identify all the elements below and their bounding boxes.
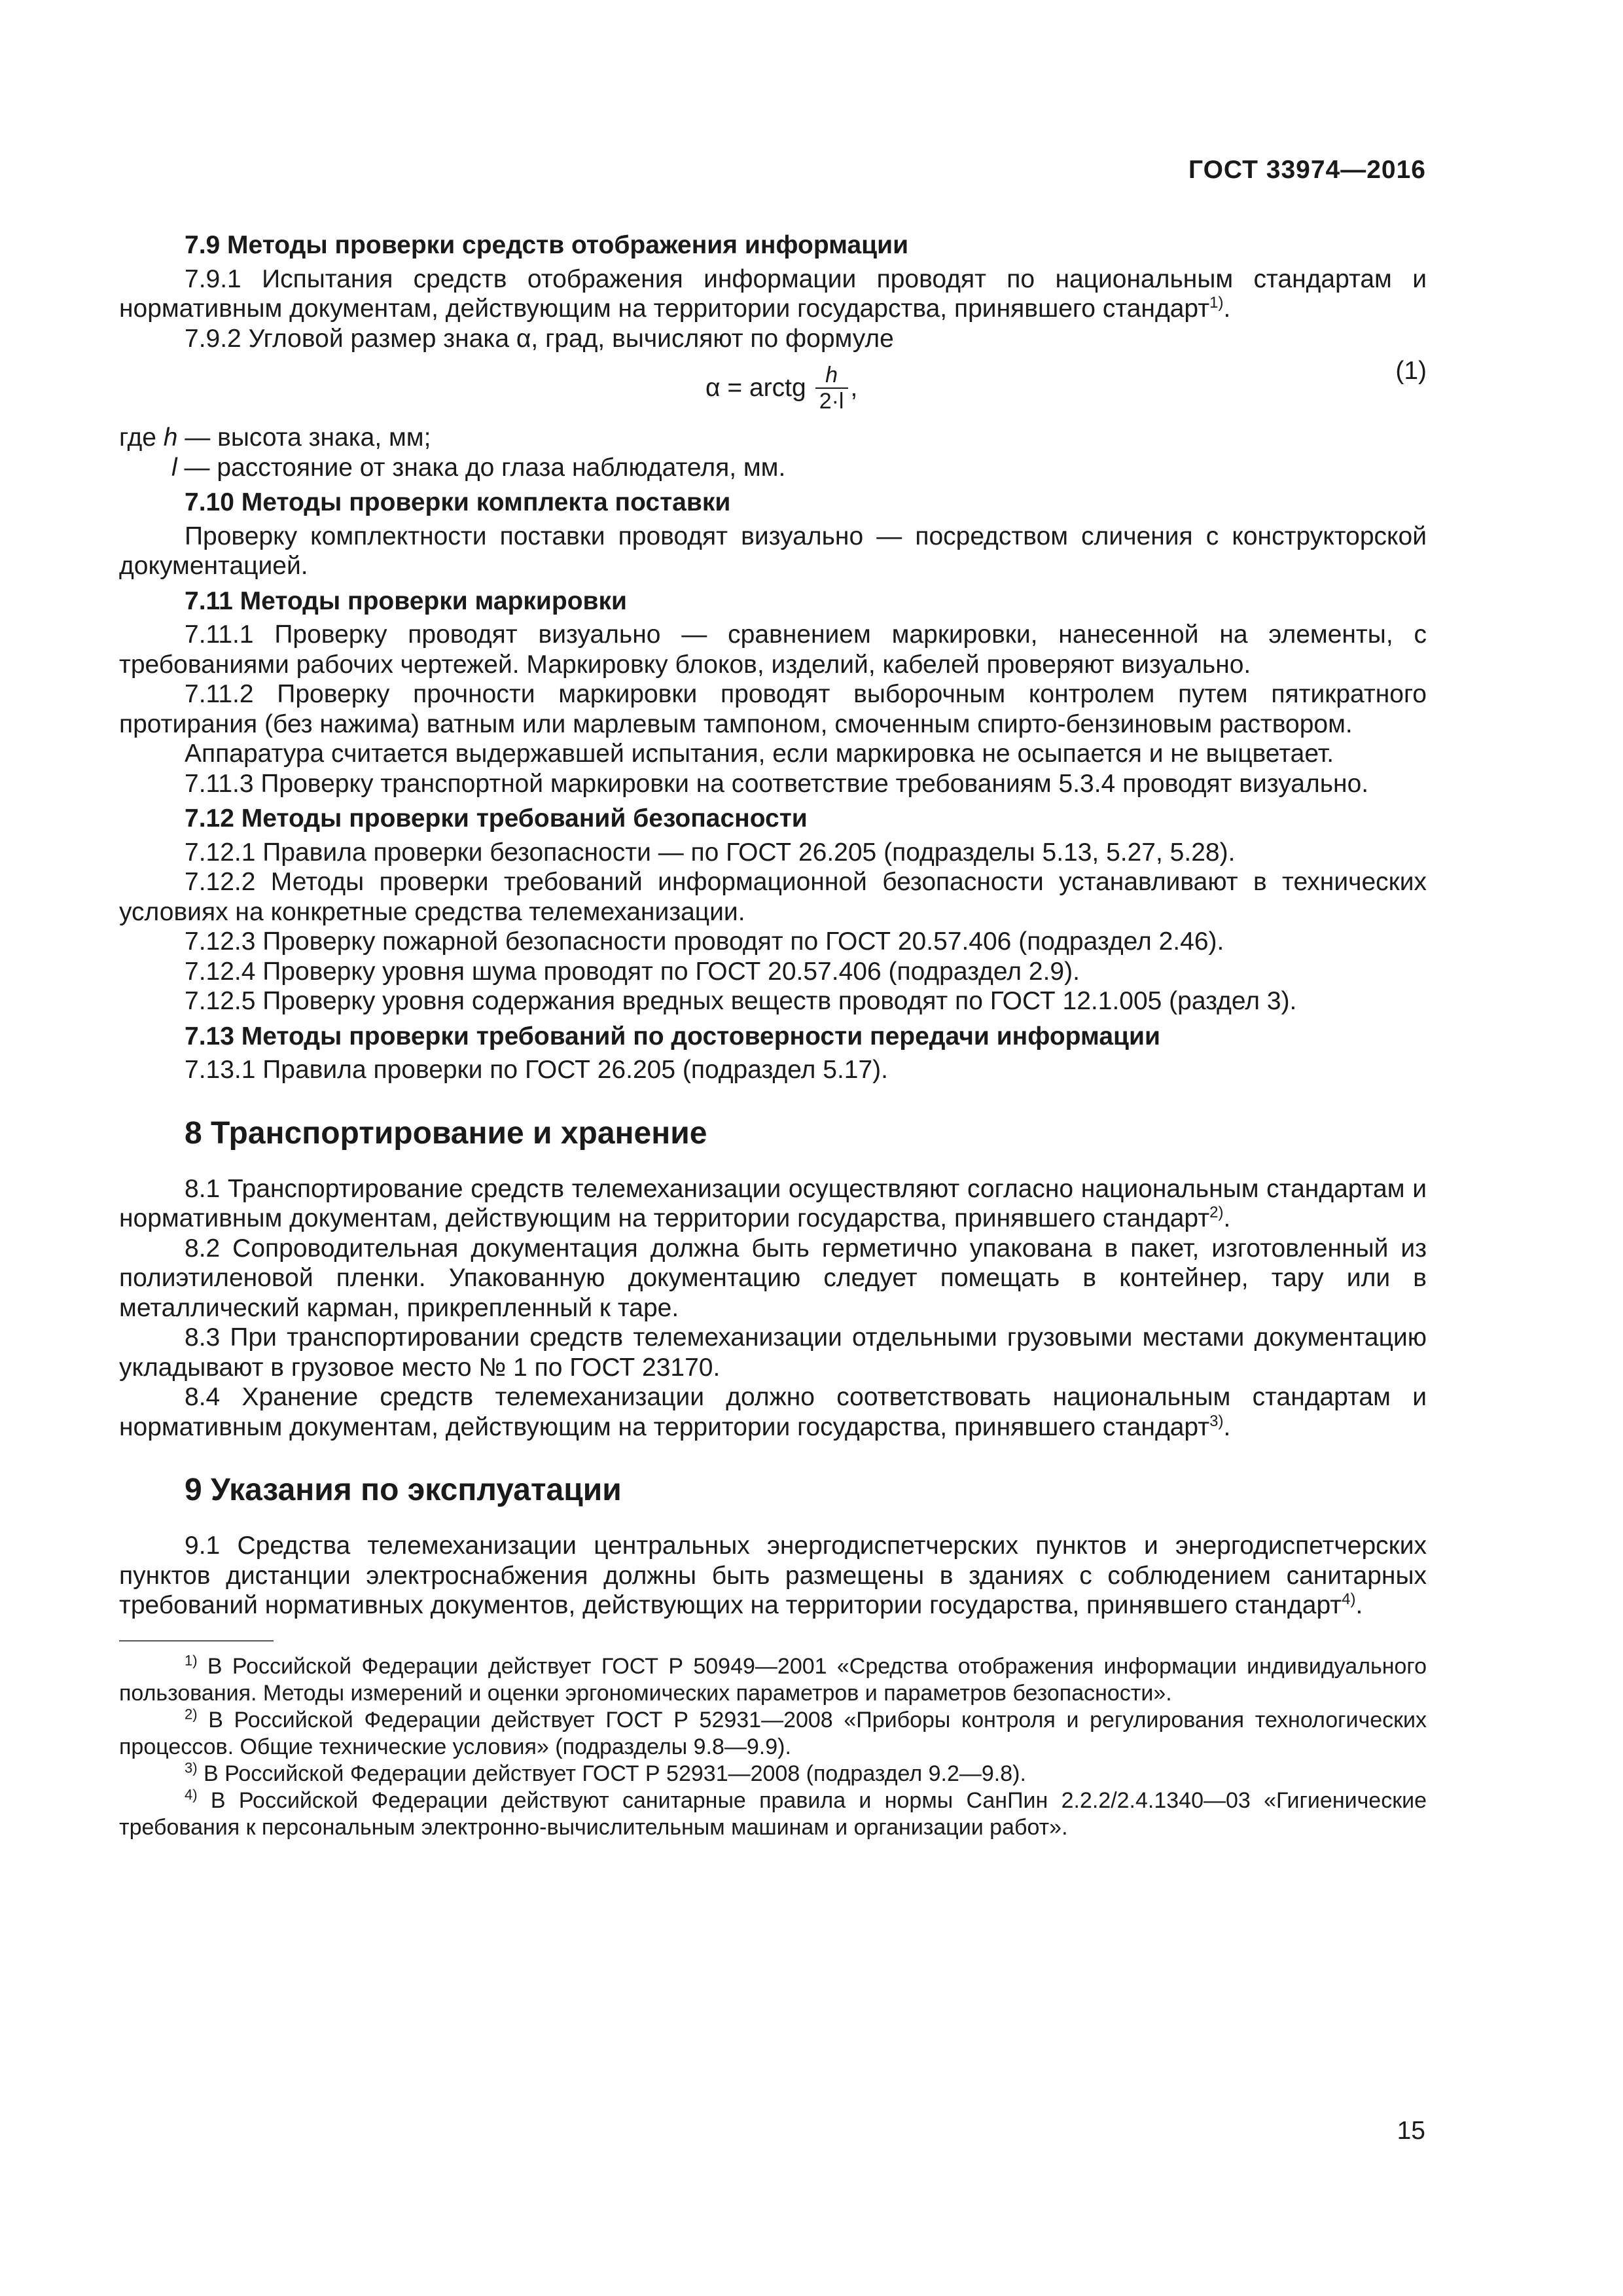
footnote-ref-3: 3) (1209, 1412, 1224, 1430)
formula-number: (1) (1395, 357, 1427, 385)
legend-var-h: h (163, 423, 178, 452)
paragraph-7-10: Проверку комплектности поставки проводят визуально — посредством сличения с конструкторской документацией. (119, 522, 1427, 580)
footnote-ref-2: 2) (1209, 1204, 1224, 1221)
chapter-8-title: 8 Транспортирование и хранение (185, 1115, 707, 1151)
footnote-mark: 2) (185, 1706, 198, 1723)
paragraph-7-12-5: 7.12.5 Проверку уровня содержания вредных веществ проводят по ГОСТ 12.1.005 (раздел 3). (185, 987, 1297, 1015)
paragraph-8-1-end: . (1223, 1204, 1231, 1232)
section-7-13-title: 7.13 Методы проверки требований по достоверности передачи информации (185, 1022, 1160, 1050)
page-number: 15 (1397, 2117, 1425, 2145)
formula-tail: , (850, 374, 858, 403)
footnote-mark: 1) (185, 1652, 198, 1669)
paragraph-9-1-end: . (1355, 1591, 1363, 1619)
formula-1 (119, 356, 1427, 419)
paragraph-7-11-3: 7.11.3 Проверку транспортной маркировки на соответствие требованиям 5.3.4 проводят визуально. (185, 769, 1369, 798)
formula-lhs: α = arctg (705, 374, 806, 403)
paragraph-7-12-2: 7.12.2 Методы проверки требований информационной безопасности устанавливают в технических условиях на конкретные средства телемеханизации. (119, 868, 1427, 926)
footnote-mark: 3) (185, 1759, 198, 1776)
chapter-9-title: 9 Указания по эксплуатации (185, 1473, 622, 1507)
footnote-1 (119, 1653, 1427, 1707)
paragraph-7-11-1: 7.11.1 Проверку проводят визуально — сравнением маркировки, нанесенной на элементы, с требованиями рабочих чертежей. Маркировку блоков, изделий, кабелей проверяют визуально. (119, 620, 1427, 679)
paragraph-7-9-1 (119, 264, 1427, 324)
footnote-2 (119, 1707, 1427, 1761)
paragraph-8-1-text: 8.1 Транспортирование средств телемеханизации осуществляют согласно национальным стандартам и нормативным документам, действующим на территории государства, принявшего стандарт (119, 1174, 1427, 1232)
footnote-text: В Российской Федерации действуют санитарные правила и нормы СанПин 2.2.2/2.4.1340—03 «Гигиенические требования к персональным электронно-вычислительным машинам и организации работ». (119, 1787, 1427, 1840)
section-7-10-title: 7.10 Методы проверки комплекта поставки (185, 488, 731, 516)
paragraph-8-3: 8.3 При транспортировании средств телемеханизации отдельными грузовыми местами документацию укладывают в грузовое место № 1 по ГОСТ 23170. (119, 1323, 1427, 1382)
paragraph-8-1 (119, 1174, 1427, 1234)
footnote-text: В Российской Федерации действует ГОСТ Р 52931—2008 «Приборы контроля и регулирования технологических процессов. Общие технические условия» (подразделы 9.8—9.9). (119, 1707, 1427, 1759)
section-7-12-title: 7.12 Методы проверки требований безопасности (185, 804, 808, 833)
section-7-9-title: 7.9 Методы проверки средств отображения информации (185, 231, 909, 259)
legend-desc-l: — расстояние от знака до глаза наблюдателя, мм. (177, 453, 786, 482)
legend-prefix: где (119, 423, 164, 452)
document-header-id: ГОСТ 33974—2016 (1188, 156, 1426, 184)
formula-denominator: 2·l (815, 387, 848, 414)
footnote-3 (119, 1761, 1427, 1787)
formula-legend-l (171, 453, 1427, 483)
paragraph-7-13-1: 7.13.1 Правила проверки по ГОСТ 26.205 (подраздел 5.17). (185, 1056, 888, 1084)
footnote-ref-1: 1) (1209, 294, 1224, 312)
paragraph-7-9-1-text: 7.9.1 Испытания средств отображения информации проводят по национальным стандартам и нормативным документам, действующим на территории государства, принявшего стандарт (119, 264, 1427, 323)
formula-numerator: h (825, 363, 838, 387)
formula-legend-h (119, 423, 1427, 453)
paragraph-7-12-1: 7.12.1 Правила проверки безопасности — по ГОСТ 26.205 (подразделы 5.13, 5.27, 5.28). (185, 838, 1236, 867)
paragraph-9-1-text: 9.1 Средства телемеханизации центральных энергодиспетчерских пунктов и энергодиспетчерских пунктов дистанции электроснабжения должны быть размещены в зданиях с соблюдением санитарных требований нормативных документов, действующих на территории государства, принявшего стандарт (119, 1532, 1427, 1619)
paragraph-8-4 (119, 1382, 1427, 1442)
paragraph-9-1 (119, 1531, 1427, 1621)
formula-expression (705, 363, 857, 414)
paragraph-7-9-1-end: . (1223, 295, 1231, 323)
footnote-mark: 4) (185, 1786, 198, 1803)
paragraph-8-2: 8.2 Сопроводительная документация должна быть герметично упакована в пакет, изготовленный из полиэтиленовой пленки. Упакованную документацию следует помещать в контейнер, тару или в металлический карман, прикрепленный к таре. (119, 1234, 1427, 1322)
footnote-ref-4: 4) (1342, 1590, 1356, 1608)
paragraph-7-12-4: 7.12.4 Проверку уровня шума проводят по ГОСТ 20.57.406 (подраздел 2.9). (185, 957, 1080, 986)
formula-fraction (815, 363, 848, 414)
legend-var-l: l (171, 453, 177, 482)
footnote-text: В Российской Федерации действует ГОСТ Р 50949—2001 «Средства отображения информации индивидуального пользования. Методы измерений и оценки эргономических параметров и параметров безопасности». (119, 1653, 1427, 1706)
footnote-4 (119, 1787, 1427, 1841)
legend-desc-h: — высота знака, мм; (177, 423, 431, 452)
footnote-text: В Российской Федерации действует ГОСТ Р 52931—2008 (подраздел 9.2—9.8). (197, 1761, 1026, 1786)
paragraph-7-9-2: 7.9.2 Угловой размер знака α, град, вычисляют по формуле (185, 324, 894, 353)
paragraph-7-11-2-note: Аппаратура считается выдержавшей испытания, если маркировка не осыпается и не выцветает. (185, 740, 1334, 768)
paragraph-8-4-end: . (1223, 1412, 1231, 1441)
paragraph-7-12-3: 7.12.3 Проверку пожарной безопасности проводят по ГОСТ 20.57.406 (подраздел 2.46). (185, 927, 1224, 956)
paragraph-7-11-2: 7.11.2 Проверку прочности маркировки проводят выборочным контролем путем пятикратного протирания (без нажима) ватным или марлевым тампоном, смоченным спирто-бензиновым раствором. (119, 680, 1427, 738)
section-7-11-title: 7.11 Методы проверки маркировки (185, 586, 628, 615)
document-body (119, 230, 1427, 1841)
footnote-divider (119, 1640, 274, 1641)
paragraph-8-4-text: 8.4 Хранение средств телемеханизации должно соответствовать национальным стандартам и нормативным документам, действующим на территории государства, принявшего стандарт (119, 1383, 1427, 1441)
